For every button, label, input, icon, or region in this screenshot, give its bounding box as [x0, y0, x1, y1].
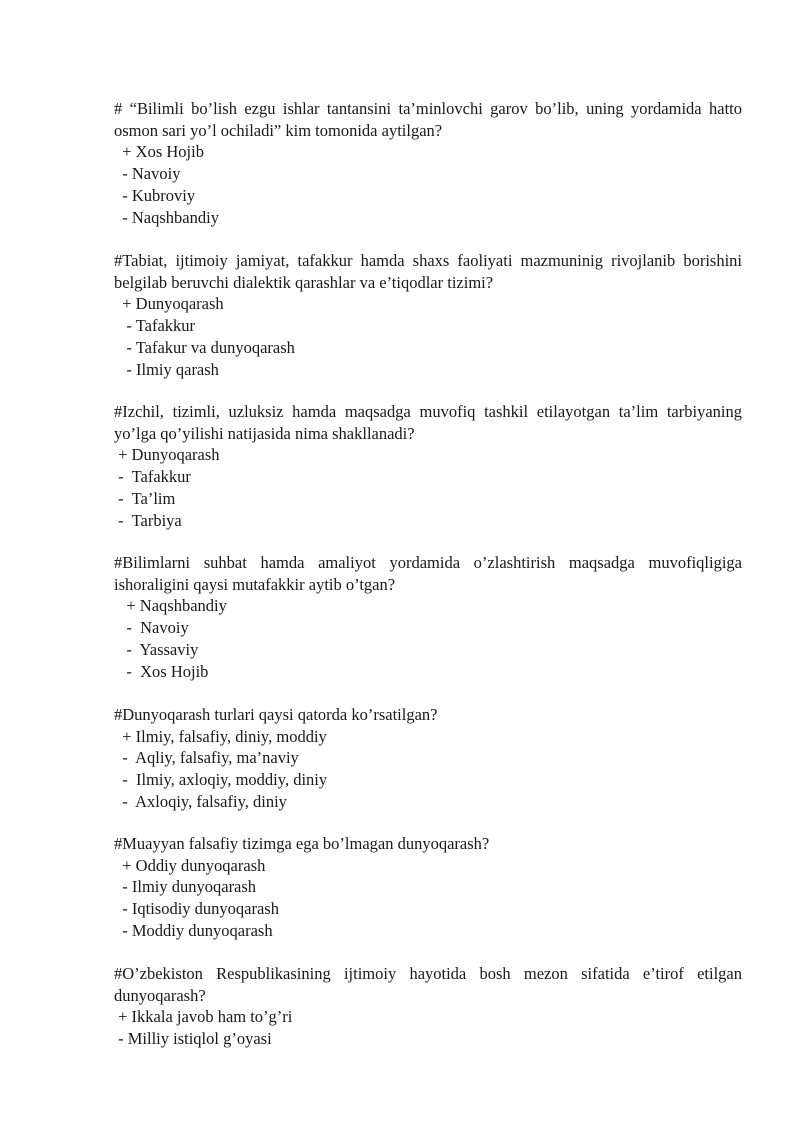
answer-option: - Iqtisodiy dunyoqarash: [114, 899, 279, 919]
answer-option: - Kubroviy: [114, 185, 196, 205]
answer-option: - Aqliy, falsafiy, ma’naviy: [114, 748, 299, 768]
question-text: #Muayyan falsafiy tizimga ega bo’lmagan dunyoqarash?: [114, 834, 490, 853]
answer-option: - Ilmiy, axloqiy, moddiy, diniy: [114, 770, 328, 790]
question-text: #Izchil, tizimli, uzluksiz hamda maqsadga muvofiq tashkil etilayotgan ta’lim tarbiyaning yo’lga qo’yilishi natijasida nima shakllanadi?: [114, 402, 742, 443]
question-block: [114, 704, 742, 813]
answer-option: - Axloqiy, falsafiy, diniy: [114, 791, 287, 811]
answer-option: + Oddiy dunyoqarash: [114, 855, 266, 875]
answer-option: - Xos Hojib: [114, 661, 209, 681]
answer-option: + Xos Hojib: [114, 142, 204, 162]
answer-option: - Tarbiya: [114, 510, 182, 530]
answer-option: - Naqshbandiy: [114, 207, 219, 227]
question-block: [114, 833, 742, 942]
question-text: #Dunyoqarash turlari qaysi qatorda ko’rsatilgan?: [114, 705, 438, 724]
question-block: [114, 552, 742, 682]
answer-option: + Ilmiy, falsafiy, diniy, moddiy: [114, 726, 327, 746]
answer-option: - Moddiy dunyoqarash: [114, 920, 273, 940]
answer-option: + Dunyoqarash: [114, 445, 220, 465]
question-text: #Bilimlarni suhbat hamda amaliyot yordamida o’zlashtirish maqsadga muvofiqligiga ishoraligini qaysi mutafakkir aytib o’tgan?: [114, 553, 742, 594]
answer-option: - Ilmiy dunyoqarash: [114, 877, 257, 897]
answer-option: + Dunyoqarash: [114, 294, 224, 314]
answer-option: - Tafakur va dunyoqarash: [114, 337, 295, 357]
answer-option: - Tafakkur: [114, 316, 196, 336]
question-block: [114, 98, 742, 228]
answer-option: - Ilmiy qarash: [114, 359, 219, 379]
answer-option: - Tafakkur: [114, 467, 191, 487]
question-block: [114, 250, 742, 380]
question-block: [114, 401, 742, 531]
answer-option: - Ta’lim: [114, 488, 176, 508]
answer-option: + Ikkala javob ham to’g’ri: [114, 1007, 293, 1027]
question-text: #O’zbekiston Respublikasining ijtimoiy hayotida bosh mezon sifatida e’tirof etilgan dunyoqarash?: [114, 964, 742, 1005]
answer-option: - Navoiy: [114, 618, 189, 638]
question-text: #Tabiat, ijtimoiy jamiyat, tafakkur hamda shaxs faoliyati mazmuninig rivojlanib borishini belgilab beruvchi dialektik qarashlar va e’tiqodlar tizimi?: [114, 251, 742, 292]
question-block: [114, 963, 742, 1050]
question-text: # “Bilimli bo’lish ezgu ishlar tantansini ta’minlovchi garov bo’lib, uning yordamida hatto osmon sari yo’l ochiladi” kim tomonida aytilgan?: [114, 99, 742, 140]
answer-option: + Naqshbandiy: [114, 596, 227, 616]
answer-option: - Yassaviy: [114, 639, 199, 659]
answer-option: - Navoiy: [114, 164, 181, 184]
answer-option: - Milliy istiqlol g’oyasi: [114, 1029, 272, 1049]
